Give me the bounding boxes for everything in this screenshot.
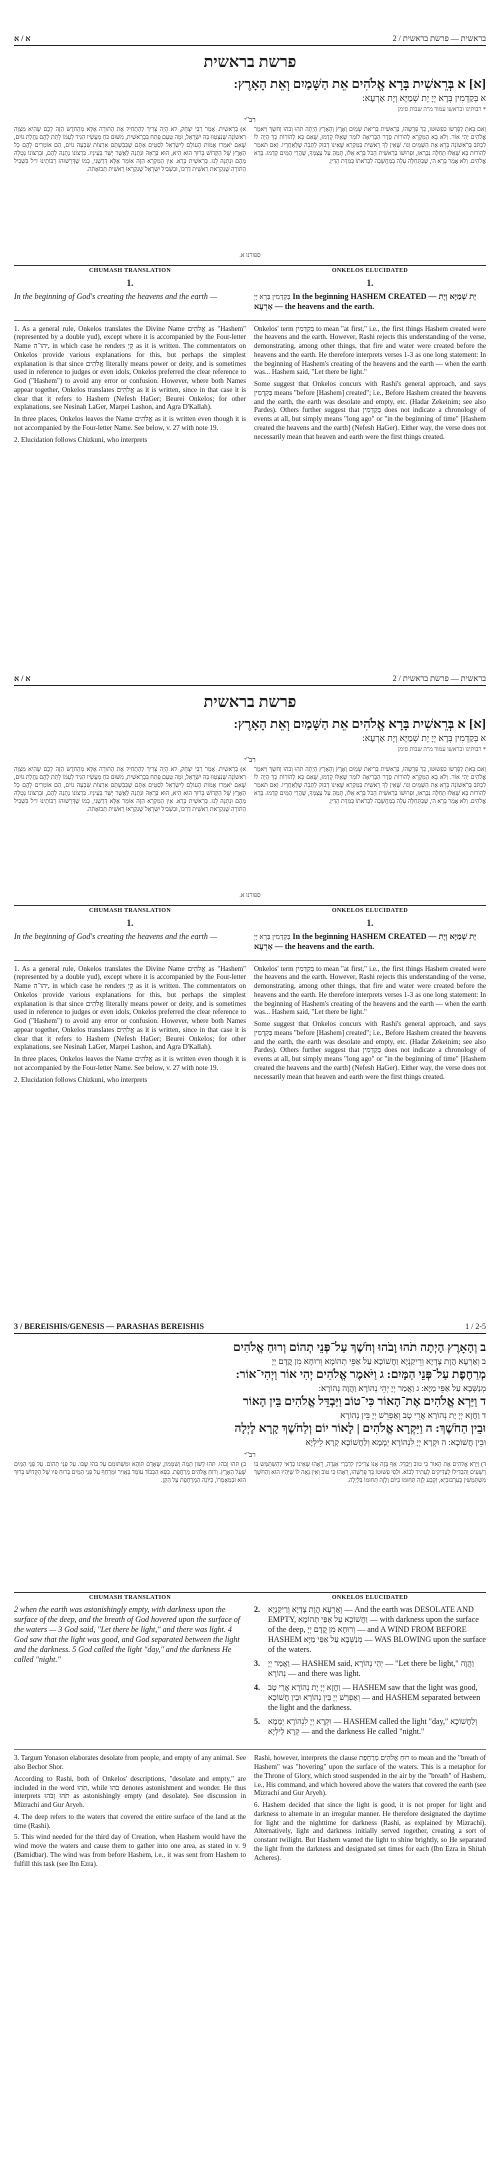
running-header-left: א / א [14, 34, 31, 43]
onkelos-text: וּקְרָא יְיָ לִנְהוֹרָא יְמָמָא — HASHEM called the light "day," וְלַחֲשׁוֹכָא קְרָא לֵילְיָא — and the darkness He called "night." [268, 1717, 478, 1737]
onkelos-text: וַאֲמַר יְיָ — HASHEM said, יְהֵי נְהוֹרָא — "Let there be light," וַהֲוָה נְהוֹרָא — and there was light. [268, 1659, 474, 1679]
verse-number: 2. [254, 1605, 260, 1615]
onkelos-verse [254, 1683, 486, 1713]
verse-aramaic-line: וּבֵין חֲשׁוֹכָא: ה וּקְרָא יְיָ לִנְהוֹרָא יְמָמָא וְלַחֲשׁוֹכָא קְרָא לֵילְיָא [305, 1436, 486, 1447]
running-header-left: 3 / BEREISHIS/GENESIS — PARASHAS BEREISHIS [14, 1322, 204, 1331]
verse-number: 1. [366, 278, 374, 289]
footnotes-left [14, 325, 246, 448]
verse-aramaic-line: ד וַחֲזָא יְיָ יָת נְהוֹרָא אֲרֵי טָב וְאַפְרֵשׁ יְיָ בֵּין נְהוֹרָא [340, 1409, 486, 1420]
footnotes-right [254, 965, 486, 1088]
parsha-title: פרשת בראשית [203, 694, 297, 711]
section-bar [14, 265, 486, 274]
footnote: 5. This wind needed for the third day of Creation, when Hashem would have the wind move the waters and cause them to gather into one area, as stated in v. 9 (Bamidbar). The wind was from before Hashem, i.e., it was sent from Hashem to fulfill this task (see Ibn Ezra). [14, 1833, 246, 1868]
footnote: 2. Elucidation follows Chizkuni, who interprets [14, 435, 148, 444]
translation-text: 2 when the earth was astonishingly empty, with darkness upon the surface of the deep, and the breath of God hovered upon the surface of the waters — 3 God said, "Let there be light," and there was light. 4 God saw that the light was good, and God separated between the light and the darkness. 5 God called the light "day," and the darkness He called "night." [14, 1605, 241, 1665]
rashi-commentary [14, 127, 486, 251]
page-middle [0, 640, 500, 1255]
rashi-label: רב"י [244, 1451, 256, 1460]
footnote: According to Rashi, both of Onkelos' descriptions, "desolate and empty," are included in the word תֹהוּ, while בֹהוּ denotes astonishment and wonder. He thus interprets תֹהוּ וָבֹהוּ as astonishingly empty (and desolate). See discussion in Mizrachi and Gur Aryeh. [14, 1774, 247, 1809]
onkelos-text: וְאַרְעָא הֲוָת צָדְיָא וְרֵיקַנְיָא — And the earth was DESOLATE AND EMPTY, וַחֲשׁוֹכָא עַל אַפֵּי תְהוֹמָא — with darkness upon the surface of the deep, וְרוּחָא מִן קֳדָם יְיָ — and A WIND FROM BEFORE HASHEM מְנַשְּׁבָא עַל אַפֵּי מַיָּא — WAS BLOWING upon the surface of the waters. [268, 1605, 486, 1655]
verse-hebrew-line: מְרַחֶפֶת עַל־פְּנֵי הַמָּיִם: ג וַיֹּאמֶר אֱלֹהִים יְהִי אוֹר וַיְהִי־אוֹר: [235, 1367, 486, 1382]
footnote: 6. Hashem decided that since the light is good, it is not proper for light and darkness to alternate in an irregular manner. He therefore designated the daytime for light and the nighttime for darkness (Rashi, as explained by Mizrachi). Alternatively, light and darkness initially served together, creating a sort of constant twilight. But Hashem wanted the light to shine brightly, so He separated the light from the darkness and designated set times for each (Ibn Ezra in Shitah Acheres). [254, 1801, 486, 1862]
verse-aramaic-line: מְנַשְּׁבָא עַל אַפֵּי מַיָּא: ג וַאֲמַר יְיָ יְהֵי נְהוֹרָא וַהֲוָה נְהוֹרָא: [318, 1382, 486, 1393]
small-note: * רבותינו ובראשו עמוד מ"ה שבות סימן [397, 747, 486, 754]
footnote: In three places, Onkelos leaves the Name אֱלֹהִים as it is written even though it is not accompanied by the Four-letter Name. See below, v. 27 with note 19. [14, 1055, 246, 1072]
running-header-right: 2 / בראשית — פרשת בראשית [392, 674, 486, 683]
footnote: 1. As a general rule, Onkelos translates the Divine Name אֱלֹהִים as "Hashem" (represented by a double yud), except where it is accompanied by the Four-letter Name יהו־ה, in which case he renders קְיָ as it is written. The commentators on Onkelos provide various explanations for this, but perhaps the simplest explanation is that since אֱלֹהִים literally means power or deity, and is sometimes used in reference to judges or even idols, Onkelos preferred the clear reference to God ("Hashem") to avoid any error or confusion. However, where both Names appear together, Onkelos translates אֱלֹהִים as it is written, since in that case it is clear that it refers to Hashem (Nefesh HaGer; Beurei Onkelos; for other explanations, see Nesinah LaGer, Marpei Lashon, and Agra D'Kallah). [14, 964, 247, 1052]
rashi-commentary [14, 767, 486, 891]
onkelos-elucidated-heading: ONKELOS ELUCIDATED [331, 1595, 409, 1602]
verse-block [14, 1340, 486, 1448]
source-line: ספורנו א. [239, 893, 261, 900]
verse-hebrew-line: וּבֵין הַחֹשֶׁךְ: ה וַיִּקְרָא אֱלֹהִים | לָאוֹר יוֹם וְלַחֹשֶׁךְ קָרָא לָיְלָה [234, 1421, 486, 1436]
verse-number: 4. [254, 1683, 260, 1693]
onkelos-hebrew: בְּקַדְמִין בְּרָא יְיָ [254, 292, 291, 301]
footnote: Some suggest that Onkelos concurs with Rashi's general approach, and says בְּקַדְמִין means "before [Hashem] created"; i.e., Before Hashem created the heavens and the earth, the earth was desolate and empty, etc. (Hadar Zekeinim; see also Pardes). Others further suggest that בְּקַדְמִין does not indicate a chronology of events at all, but simply means "long ago" or "in the beginning of time" [Hashem created the heavens and the earth] (Nefesh HaGer). Either way, the verse does not necessarily mean that heaven and earth were the first things created. [254, 380, 486, 441]
running-header [14, 0, 486, 46]
translation-row [14, 918, 486, 951]
footnote: 4. The deep refers to the waters that covered the entire surface of the land at the time (Rashi). [14, 1812, 246, 1830]
footnotes-right [254, 325, 486, 448]
chumash-translation [14, 278, 246, 311]
rashi-commentary [14, 1462, 486, 1586]
section-bar [14, 1592, 486, 1601]
rashi-column-left: וְאִם בָּאתָ לְפָרְשׁוֹ כִּפְשׁוּטוֹ, כָּךְ פָּרְשֵׁהוּ, בְּרֵאשִׁית בְּרִיאַת שָׁמַיִם וָאָרֶץ וְהָאָרֶץ הָיְתָה תֹהוּ וָבֹהוּ וְחֹשֶׁךְ וַיֹּאמֶר אֱלֹהִים יְהִי אוֹר. וְלֹא בָא הַמִּקְרָא לְהוֹרוֹת סֵדֶר הַבְּרִיאָה לוֹמַר שֶׁאֵלּוּ קָדְמוּ, שֶׁאִם בָּא לְהוֹרוֹת כָּךְ הָיָה לוֹ לִכְתֹּב בָּרִאשׁוֹנָה בָּרָא אֶת הַשָּׁמַיִם וְגוֹ'. שֶׁאֵין לְךָ רֵאשִׁית בַּמִּקְרָא שֶׁאֵינוֹ דָבוּק לַתֵּבָה שֶׁלְּאַחֲרָיו. וְאִם תֹּאמַר לְהוֹרוֹת בָּא שֶׁאֵלּוּ תְּחִלָּה נִבְרְאוּ, וּפֵרוּשׁוֹ בְּרֵאשִׁית הַכֹּל בָּרָא אֵלּוּ, תָּמֵהַּ עַל עַצְמְךָ, שֶׁהֲרֵי הַמַּיִם קָדְמוּ. בָּרָא אֱלֹהִים. וְלֹא אָמַר בָּרָא ה', שֶׁבַּתְּחִלָּה עָלָה בְמַחֲשָׁבָה לִבְרֹאתוֹ בְּמִדַּת הַדִּין. [254, 127, 486, 165]
footnotes [14, 1749, 486, 1871]
running-header-right: 1 / 2-5 [465, 1322, 486, 1331]
footnote: 2. Elucidation follows Chizkuni, who interprets [14, 1075, 148, 1084]
verse-aramaic: א בְּקַדְמִין בְּרָא יְיָ יָת שְׁמַיָּא וְיָת אַרְעָא: [362, 732, 486, 743]
verse-hebrew-line: ד וַיַּרְא אֱלֹהִים אֶת־הָאוֹר כִּי־טוֹב וַיַּבְדֵּל אֱלֹהִים בֵּין הָאוֹר [242, 1394, 486, 1409]
verse-hebrew: [א] א בְּרֵאשִׁית בָּרָא אֱלֹהִים אֵת הַשָּׁמַיִם וְאֵת הָאָרֶץ: [233, 716, 486, 731]
page-bottom [0, 1290, 500, 2160]
rashi-column-left: וְאִם בָּאתָ לְפָרְשׁוֹ כִּפְשׁוּטוֹ, כָּךְ פָּרְשֵׁהוּ, בְּרֵאשִׁית בְּרִיאַת שָׁמַיִם וָאָרֶץ וְהָאָרֶץ הָיְתָה תֹהוּ וָבֹהוּ וְחֹשֶׁךְ וַיֹּאמֶר אֱלֹהִים יְהִי אוֹר. וְלֹא בָא הַמִּקְרָא לְהוֹרוֹת סֵדֶר הַבְּרִיאָה לוֹמַר שֶׁאֵלּוּ קָדְמוּ, שֶׁאִם בָּא לְהוֹרוֹת כָּךְ הָיָה לוֹ לִכְתֹּב בָּרִאשׁוֹנָה בָּרָא אֶת הַשָּׁמַיִם וְגוֹ'. שֶׁאֵין לְךָ רֵאשִׁית בַּמִּקְרָא שֶׁאֵינוֹ דָבוּק לַתֵּבָה שֶׁלְּאַחֲרָיו. וְאִם תֹּאמַר לְהוֹרוֹת בָּא שֶׁאֵלּוּ תְּחִלָּה נִבְרְאוּ, וּפֵרוּשׁוֹ בְּרֵאשִׁית הַכֹּל בָּרָא אֵלּוּ, תָּמֵהַּ עַל עַצְמְךָ, שֶׁהֲרֵי הַמַּיִם קָדְמוּ. בָּרָא אֱלֹהִים. וְלֹא אָמַר בָּרָא ה', שֶׁבַּתְּחִלָּה עָלָה בְמַחֲשָׁבָה לִבְרֹאתוֹ בְּמִדַּת הַדִּין. [254, 767, 486, 805]
onkelos-text: In the beginning HASHEM CREATED — יָת שְׁמַיָּא וְיָת אַרְעָא — the heavens and the earth. [254, 931, 477, 951]
running-header-left: א / א [14, 674, 31, 683]
verse-number: 1. [366, 918, 374, 929]
rashi-column-right: א) בְּרֵאשִׁית. אָמַר רַבִּי יִצְחָק, לֹא הָיָה צָרִיךְ לְהַתְחִיל אֶת הַתּוֹרָה אֶלָּא מֵהַחֹדֶשׁ הַזֶּה לָכֶם שֶׁהִיא מִצְוָה רִאשׁוֹנָה שֶׁנִּצְטַוּוּ בָּהּ יִשְׂרָאֵל, וּמַה טַּעַם פָּתַח בִּבְרֵאשִׁית, מִשּׁוּם כֹּחַ מַעֲשָׂיו הִגִּיד לְעַמּוֹ לָתֵת לָהֶם נַחֲלַת גּוֹיִם, שֶׁאִם יֹאמְרוּ אֻמּוֹת הָעוֹלָם לְיִשְׂרָאֵל לִסְטִים אַתֶּם שֶׁכְּבַשְׁתֶּם אַרְצוֹת שִׁבְעָה גוֹיִם, הֵם אוֹמְרִים לָהֶם כָּל הָאָרֶץ שֶׁל הַקָּדוֹשׁ בָּרוּךְ הוּא הִיא, הוּא בְּרָאָהּ וּנְתָנָהּ לַאֲשֶׁר יָשַׁר בְּעֵינָיו. בִּרְצוֹנוֹ נְתָנָהּ לָהֶם, וּבִרְצוֹנוֹ נְטָלָהּ מֵהֶם וּנְתָנָהּ לָנוּ. בְּרֵאשִׁית בָּרָא. אֵין הַמִּקְרָא הַזֶּה אוֹמֵר אֶלָּא דָּרְשֵׁנִי, כְּמוֹ שֶׁדְּרָשׁוּהוּ רַבּוֹתֵינוּ ז"ל בִּשְׁבִיל הַתּוֹרָה שֶׁנִּקְרֵאת רֵאשִׁית דַּרְכּוֹ, וּבִשְׁבִיל יִשְׂרָאֵל שֶׁנִּקְרְאוּ רֵאשִׁית תְּבוּאָתֹה. [14, 127, 246, 173]
footnotes-right [254, 1754, 486, 1871]
verse-hebrew-line: ב וְהָאָרֶץ הָיְתָה תֹהוּ וָבֹהוּ וְחֹשֶׁךְ עַל־פְּנֵי תְהוֹם וְרוּחַ אֱלֹהִים [233, 1340, 486, 1354]
rashi-column-right: ב) תֹּהוּ וָבֹהוּ. תֹּהוּ לְשׁוֹן תֵּמַהּ וְשִׁמָּמוֹן, שֶׁאָדָם תּוֹהֶא וּמִשְׁתּוֹמֵם עַל בֹּהוּ שֶׁבּוֹ. עַל פְּנֵי תְהוֹם. עַל פְּנֵי הַמַּיִם שֶׁעַל הָאָרֶץ. וְרוּחַ אֱלֹהִים מְרַחֶפֶת. כִּסֵּא הַכָּבוֹד עוֹמֵד בָּאֲוִיר וּמְרַחֵף עַל פְּנֵי הַמַּיִם בְּרוּחַ פִּיו שֶׁל הַקָּדוֹשׁ בָּרוּךְ הוּא וּבְמַאֲמָרוֹ, כַּיּוֹנָה הַמְרַחֶפֶת עַל הַקֵּן. [14, 1462, 246, 1485]
footnote: Onkelos' term בְּקַדְמִין to mean "at first," i.e., the first things Hashem created were the heavens and the earth. However, Rashi rejects this understanding of the verse, demonstrating, among other things, that fire and water were created before the heavens and the earth. He therefore interprets verses 1-3 as one long statement: In the beginning of Hashem's creating of the heavens and the earth — when the earth was... Hashem said, "Let there be light." [254, 964, 486, 1017]
onkelos-translation [254, 918, 486, 951]
section-bar [14, 905, 486, 914]
onkelos-text: In the beginning HASHEM CREATED — יָת שְׁמַיָּא וְיָת אַרְעָא — the heavens and the earth. [254, 291, 477, 311]
onkelos-translation [254, 1605, 486, 1741]
footnote: 1. As a general rule, Onkelos translates the Divine Name אֱלֹהִים as "Hashem" (represented by a double yud), except where it is accompanied by the Four-letter Name יהו־ה, in which case he renders קְיָ as it is written. The commentators on Onkelos provide various explanations for this, but perhaps the simplest explanation is that since אֱלֹהִים literally means power or deity, and is sometimes used in reference to judges or even idols, Onkelos preferred the clear reference to God ("Hashem") to avoid any error or confusion. However, where both Names appear together, Onkelos translates אֱלֹהִים as it is written, since in that case it is clear that it refers to Hashem (Nefesh HaGer; Beurei Onkelos; for other explanations, see Nesinah LaGer, Marpei Lashon, and Agra D'Kallah). [14, 324, 247, 412]
running-header [14, 640, 486, 686]
verse-number: 1. [126, 278, 134, 289]
rashi-column-right: א) בְּרֵאשִׁית. אָמַר רַבִּי יִצְחָק, לֹא הָיָה צָרִיךְ לְהַתְחִיל אֶת הַתּוֹרָה אֶלָּא מֵהַחֹדֶשׁ הַזֶּה לָכֶם שֶׁהִיא מִצְוָה רִאשׁוֹנָה שֶׁנִּצְטַוּוּ בָּהּ יִשְׂרָאֵל, וּמַה טַּעַם פָּתַח בִּבְרֵאשִׁית, מִשּׁוּם כֹּחַ מַעֲשָׂיו הִגִּיד לְעַמּוֹ לָתֵת לָהֶם נַחֲלַת גּוֹיִם, שֶׁאִם יֹאמְרוּ אֻמּוֹת הָעוֹלָם לְיִשְׂרָאֵל לִסְטִים אַתֶּם שֶׁכְּבַשְׁתֶּם אַרְצוֹת שִׁבְעָה גוֹיִם, הֵם אוֹמְרִים לָהֶם כָּל הָאָרֶץ שֶׁל הַקָּדוֹשׁ בָּרוּךְ הוּא הִיא, הוּא בְּרָאָהּ וּנְתָנָהּ לַאֲשֶׁר יָשַׁר בְּעֵינָיו. בִּרְצוֹנוֹ נְתָנָהּ לָהֶם, וּבִרְצוֹנוֹ נְטָלָהּ מֵהֶם וּנְתָנָהּ לָנוּ. בְּרֵאשִׁית בָּרָא. אֵין הַמִּקְרָא הַזֶּה אוֹמֵר אֶלָּא דָּרְשֵׁנִי, כְּמוֹ שֶׁדְּרָשׁוּהוּ רַבּוֹתֵינוּ ז"ל בִּשְׁבִיל הַתּוֹרָה שֶׁנִּקְרֵאת רֵאשִׁית דַּרְכּוֹ, וּבִשְׁבִיל יִשְׂרָאֵל שֶׁנִּקְרְאוּ רֵאשִׁית תְּבוּאָתֹה. [14, 767, 246, 813]
footnote: In three places, Onkelos leaves the Name אֱלֹהִים as it is written even though it is not accompanied by the Four-letter Name. See below, v. 27 with note 19. [14, 415, 246, 432]
translation-row [14, 1605, 486, 1741]
source-line: ספורנו א. [239, 253, 261, 260]
rashi-column-left: ד) וַיַּרְא אֱלֹהִים אֶת הָאוֹר כִּי טוֹב וַיַּבְדֵּל. אַף בָּזֶה אָנוּ צְרִיכִין לְדִבְרֵי אַגָּדָה, רָאָהוּ שֶׁאֵינוֹ כְדַאי לְהִשְׁתַּמֵּשׁ בּוֹ רְשָׁעִים וְהִבְדִּילוֹ לַצַּדִּיקִים לֶעָתִיד לָבוֹא. וּלְפִי פְשׁוּטוֹ כָּךְ פָּרְשֵׁהוּ, רָאָהוּ כִּי טוֹב וְאֵין נָאֶה לוֹ שֶׁיִּהְיוּ הוּא וְהַחֹשֶׁךְ מִשְׁתַּמְּשִׁין בְּעִרְבּוּבְיָא, וְקָבַע לָזֶה תְּחוּמוֹ בַּיּוֹם וְלָזֶה תְּחוּמוֹ בַּלַּיְלָה. [254, 1462, 486, 1485]
onkelos-hebrew: בְּקַדְמִין בְּרָא יְיָ [254, 932, 291, 941]
footnote: Some suggest that Onkelos concurs with Rashi's general approach, and says בְּקַדְמִין means "before [Hashem] created"; i.e., Before Hashem created the heavens and the earth, the earth was desolate and empty, etc. (Hadar Zekeinim; see also Pardes). Others further suggest that בְּקַדְמִין does not indicate a chronology of events at all, but simply means "long ago" or "in the beginning of time" [Hashem created the heavens and the earth] (Nefesh HaGer). Either way, the verse does not necessarily mean that heaven and earth were the first things created. [254, 1020, 486, 1081]
verse-number: 3. [254, 1659, 260, 1669]
running-header-right: 2 / בראשית — פרשת בראשית [392, 34, 486, 43]
footnotes [14, 320, 486, 448]
chumash-translation-heading: CHUMASH TRANSLATION [89, 1595, 171, 1602]
onkelos-elucidated-heading: ONKELOS ELUCIDATED [331, 268, 409, 275]
translation-row [14, 278, 486, 311]
onkelos-verse [254, 1717, 486, 1737]
footnote: Rashi, however, interprets the clause רוּחַ אֱלֹהִים מְרַחֶפֶת to mean and the "breath of Hashem" was "hovering" upon the surface of the waters. This is a metaphor for the Throne of Glory, which stood suspended in the air by the "breath" of Hashem, i.e., His command, and which hovered above the waters that covered the earth (see Mizrachi and Gur Aryeh). [254, 1754, 486, 1798]
page-top [0, 0, 500, 600]
footnote: 3. Targum Yonason elaborates desolate from people, and empty of any animal. See also Bechor Shor. [14, 1754, 246, 1771]
chumash-translation-heading: CHUMASH TRANSLATION [89, 908, 171, 915]
translation-text: In the beginning of God's creating the heavens and the earth — [14, 291, 217, 301]
verse-hebrew: [א] א בְּרֵאשִׁית בָּרָא אֱלֹהִים אֵת הַשָּׁמַיִם וְאֵת הָאָרֶץ: [233, 76, 486, 91]
translation-text: In the beginning of God's creating the heavens and the earth — [14, 931, 217, 941]
onkelos-verse [254, 1659, 486, 1679]
verse-number: 5. [254, 1717, 260, 1727]
parsha-title: פרשת בראשית [203, 54, 297, 71]
footnotes-left [14, 965, 246, 1088]
onkelos-translation [254, 278, 486, 311]
verse-aramaic-line: ב וְאַרְעָא הֲוָת צָדְיָא וְרֵיקַנְיָא וַחֲשׁוֹכָא עַל אַפֵּי תְהוֹמָא וְרוּחָא מִן קֳדָם יְיָ [271, 1355, 486, 1366]
rashi-label: רב"י [244, 756, 256, 765]
small-note: * רבותינו ובראשו עמוד מ"ה שבות סימן [397, 107, 486, 114]
verse-number: 1. [126, 918, 134, 929]
onkelos-elucidated-heading: ONKELOS ELUCIDATED [331, 908, 409, 915]
footnote: Onkelos' term בְּקַדְמִין to mean "at first," i.e., the first things Hashem created were the heavens and the earth. However, Rashi rejects this understanding of the verse, demonstrating, among other things, that fire and water were created before the heavens and the earth. He therefore interprets verses 1-3 as one long statement: In the beginning of Hashem's creating of the heavens and the earth — when the earth was... Hashem said, "Let there be light." [254, 324, 486, 377]
chumash-translation [14, 1605, 246, 1741]
footnotes-left [14, 1754, 246, 1871]
onkelos-verse [254, 1605, 486, 1655]
footnotes [14, 960, 486, 1088]
rashi-label: רב"י [244, 116, 256, 125]
running-header [14, 1290, 486, 1334]
onkelos-text: וַחֲזָא יְיָ יָת נְהוֹרָא אֲרֵי טָב — HASHEM saw that the light was good, וְאַפְרֵשׁ יְיָ בֵּין נְהוֹרָא וּבֵין חֲשׁוֹכָא — and HASHEM separated between the light and the darkness. [268, 1683, 481, 1713]
chumash-translation [14, 918, 246, 951]
chumash-translation-heading: CHUMASH TRANSLATION [89, 268, 171, 275]
verse-aramaic: א בְּקַדְמִין בְּרָא יְיָ יָת שְׁמַיָּא וְיָת אַרְעָא: [362, 92, 486, 103]
